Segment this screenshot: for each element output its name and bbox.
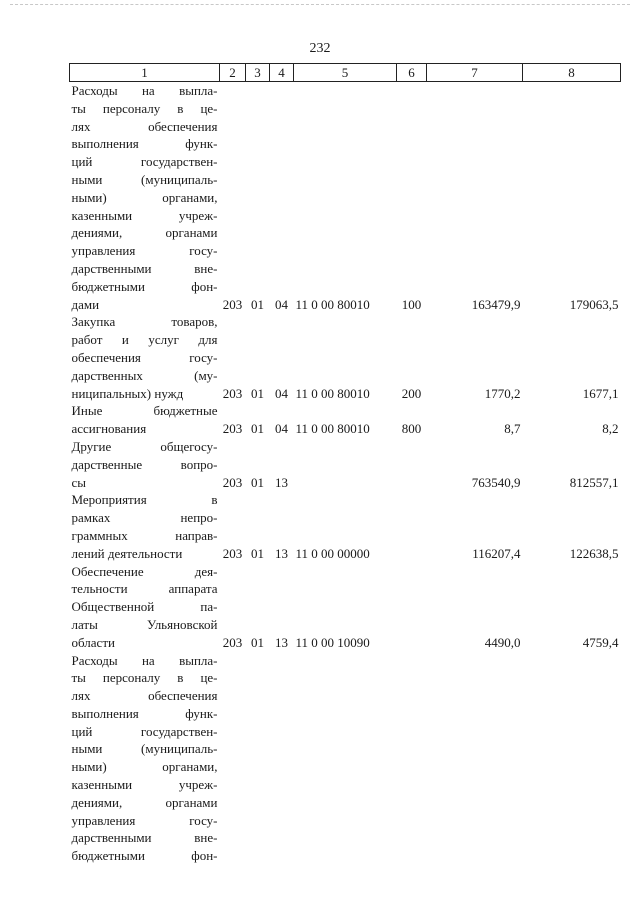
description-line: Закупка товаров,: [71, 314, 218, 330]
cell-c2: 203: [222, 634, 243, 650]
description-line: управления госу-: [71, 243, 218, 259]
cell-c3: 01: [251, 296, 264, 312]
row-description: [70, 652, 220, 866]
cell-c2: 203: [222, 421, 243, 437]
cell-c7: 1770,2: [484, 385, 521, 401]
description-line: ты персоналу в це-: [71, 100, 218, 116]
description-line: выполнения функ-: [71, 705, 218, 721]
cell-c3: 01: [251, 421, 264, 437]
col-header-5: 5: [294, 64, 397, 82]
table-row: [70, 402, 621, 438]
description-line: ниципальных) нужд: [71, 385, 184, 401]
header-row: [70, 64, 621, 82]
row-description: [70, 438, 220, 491]
table-row: [70, 82, 621, 314]
row-description: [70, 402, 220, 438]
cell-c8: [523, 652, 621, 866]
col-header-2: 2: [220, 64, 246, 82]
cell-c4: [270, 652, 294, 866]
cell-c8: 122638,5: [569, 545, 619, 561]
cell-c6: 100: [401, 296, 422, 312]
cell-c6: 200: [401, 385, 422, 401]
cell-c4: 13: [275, 474, 288, 490]
cell-c6: [397, 491, 427, 562]
cell-c5: 11 0 00 10090: [295, 634, 370, 650]
table-row: [70, 491, 621, 562]
cell-c7: [427, 652, 523, 866]
cell-c3: 01: [251, 634, 264, 650]
cell-c2: 203: [222, 545, 243, 561]
description-line: Расходы на выпла-: [71, 652, 218, 668]
cell-c4: 04: [275, 296, 288, 312]
description-line: латы Ульяновской: [71, 616, 218, 632]
cell-c5: 11 0 00 80010: [295, 421, 370, 437]
cell-c7: 8,7: [504, 421, 521, 437]
cell-c5: [294, 652, 397, 866]
description-line: ты персоналу в це-: [71, 670, 218, 686]
cell-c2: 203: [222, 385, 243, 401]
cell-c7: 763540,9: [471, 474, 521, 490]
description-line: ными) органами,: [71, 189, 218, 205]
description-line: дарственными вне-: [71, 260, 218, 276]
cell-c8: 812557,1: [569, 474, 619, 490]
col-header-7: 7: [427, 64, 523, 82]
description-line: ными (муниципаль-: [71, 741, 218, 757]
cell-c8: 179063,5: [569, 296, 619, 312]
cell-c3: [246, 652, 270, 866]
cell-c5: 11 0 00 80010: [295, 385, 370, 401]
description-line: дами: [71, 296, 100, 312]
description-line: выполнения функ-: [71, 136, 218, 152]
cell-c3: 01: [251, 474, 264, 490]
description-line: дарственные вопро-: [71, 456, 218, 472]
cell-c4: 13: [275, 545, 288, 561]
budget-table: [69, 63, 621, 865]
row-description: [70, 313, 220, 402]
scan-artifact: [10, 4, 630, 11]
cell-c6: 800: [401, 421, 422, 437]
col-header-8: 8: [523, 64, 621, 82]
description-line: граммных направ-: [71, 527, 218, 543]
cell-c4: 04: [275, 421, 288, 437]
row-description: [70, 491, 220, 562]
description-line: Расходы на выпла-: [71, 83, 218, 98]
col-header-6: 6: [397, 64, 427, 82]
cell-c6: [397, 438, 427, 491]
description-line: бюджетными фон-: [71, 848, 218, 864]
description-line: лях обеспечения: [71, 118, 218, 134]
description-line: дарственных (му-: [71, 367, 218, 383]
table-row: [70, 313, 621, 402]
description-line: Другие общегосу-: [71, 438, 218, 454]
description-line: ассигнования: [71, 421, 147, 437]
cell-c2: [220, 652, 246, 866]
cell-c5: 11 0 00 00000: [295, 545, 370, 561]
description-line: дениями, органами: [71, 225, 218, 241]
cell-c8: 1677,1: [582, 385, 619, 401]
description-line: тельности аппарата: [71, 581, 218, 597]
page-number: 232: [309, 41, 331, 56]
cell-c3: 01: [251, 385, 264, 401]
description-line: лях обеспечения: [71, 688, 218, 704]
row-description: [70, 82, 220, 314]
description-line: Мероприятия в: [71, 492, 218, 508]
cell-c4: 04: [275, 385, 288, 401]
description-line: работ и услуг для: [71, 332, 218, 348]
cell-c2: 203: [222, 474, 243, 490]
description-line: казенными учреж-: [71, 207, 218, 223]
description-line: бюджетными фон-: [71, 278, 218, 294]
description-line: лений деятельности: [71, 545, 183, 561]
description-line: ными (муниципаль-: [71, 171, 218, 187]
cell-c6: [397, 652, 427, 866]
description-line: Иные бюджетные: [71, 403, 218, 419]
cell-c7: 163479,9: [471, 296, 521, 312]
description-line: ций государствен-: [71, 723, 218, 739]
description-line: рамках непро-: [71, 510, 218, 526]
description-line: области: [71, 634, 115, 650]
table-row: [70, 563, 621, 652]
description-line: Обеспечение дея-: [71, 563, 218, 579]
description-line: Общественной па-: [71, 599, 218, 615]
col-header-1: 1: [70, 64, 220, 82]
cell-c2: 203: [222, 296, 243, 312]
description-line: управления госу-: [71, 812, 218, 828]
description-line: сы: [71, 474, 87, 490]
table-body: [70, 82, 621, 866]
description-line: дениями, органами: [71, 794, 218, 810]
cell-c8: 8,2: [602, 421, 619, 437]
table-row: [70, 652, 621, 866]
cell-c8: 4759,4: [582, 634, 619, 650]
cell-c6: [397, 563, 427, 652]
cell-c3: 01: [251, 545, 264, 561]
description-line: обеспечения госу-: [71, 349, 218, 365]
table-row: [70, 438, 621, 491]
description-line: ций государствен-: [71, 154, 218, 170]
cell-c7: 116207,4: [472, 545, 521, 561]
cell-c5: [294, 438, 397, 491]
cell-c7: 4490,0: [484, 634, 521, 650]
col-header-3: 3: [246, 64, 270, 82]
description-line: дарственными вне-: [71, 830, 218, 846]
col-header-4: 4: [270, 64, 294, 82]
cell-c4: 13: [275, 634, 288, 650]
row-description: [70, 563, 220, 652]
description-line: ными) органами,: [71, 759, 218, 775]
description-line: казенными учреж-: [71, 777, 218, 793]
cell-c5: 11 0 00 80010: [295, 296, 370, 312]
